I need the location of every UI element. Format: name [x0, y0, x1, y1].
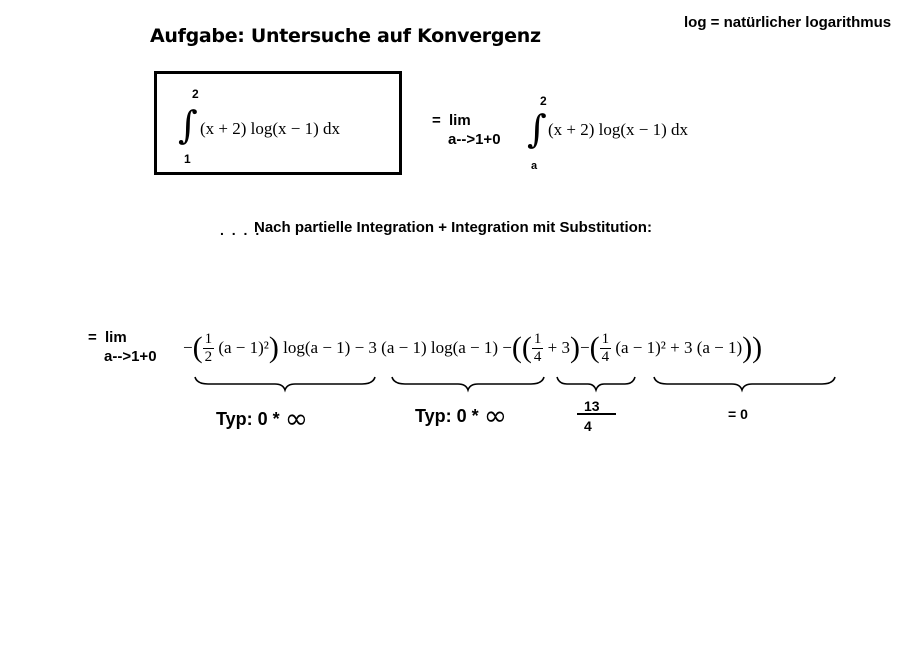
integral1-sign: ∫ — [178, 103, 198, 147]
limit1-sub: a-->1+0 — [448, 131, 501, 148]
term4-rest: (a − 1)² + 3 (a − 1) — [615, 338, 743, 357]
term1-power: (a − 1)² — [218, 338, 269, 357]
term1-log: log(a − 1) − 3 (a − 1) log(a − 1) − — [283, 338, 512, 357]
step-dots: . . . . — [220, 222, 262, 238]
integral1-integrand: (x + 2) log(x − 1) dx — [200, 119, 341, 138]
frac-one-quarter-a: $\frac{1}{4}$ — [533, 330, 542, 365]
limit2-eq: = — [88, 329, 97, 346]
integral2-integrand: (x + 2) log(x − 1) dx — [548, 120, 689, 139]
integral2-upper: 2 — [540, 94, 547, 108]
limit2-sub: a-->1+0 — [104, 348, 157, 365]
annotation-zero: = 0 — [728, 406, 748, 422]
annotation-frac-den: 4 — [584, 418, 592, 434]
underbrace-3 — [557, 377, 635, 390]
term3-rest: + 3 — [547, 338, 570, 357]
frac-one-quarter-b: $\frac{1}{4}$ — [601, 330, 610, 365]
integral1-upper: 2 — [192, 87, 199, 101]
annotation-typ-1: Typ: 0 * ∞ — [216, 402, 309, 435]
annotation-typ-2: Typ: 0 * ∞ — [415, 399, 508, 432]
annotation-frac-num: 13 — [584, 398, 600, 414]
integral2-sign: ∫ — [527, 107, 547, 151]
underbrace-4 — [654, 377, 835, 390]
limit1-lim: lim — [449, 112, 471, 129]
frac-one-half: $\frac{1}{2}$ — [204, 330, 213, 365]
underbrace-2 — [392, 377, 544, 390]
step-description: Nach partielle Integration + Integration mit Substitution: — [254, 219, 652, 236]
task-title: Aufgabe: Untersuche auf Konvergenz — [150, 25, 541, 47]
log-note: log = natürlicher logarithmus — [684, 14, 892, 31]
integral1-lower: 1 — [184, 152, 191, 166]
limit2-lim: lim — [105, 329, 127, 346]
integral2-lower: a — [531, 160, 538, 172]
underbrace-1 — [195, 377, 375, 390]
limit1-eq: = — [432, 112, 441, 129]
result-expression: − ( $\frac{1}{2}$ (a − 1)² ) log(a − 1) − 3 (a − 1) log(a − 1) − (( $\frac{1}{4}$ + 3 ) − ( $\frac{1}{4}$ (a − 1)² + 3 (a − 1) )) — [183, 330, 763, 365]
